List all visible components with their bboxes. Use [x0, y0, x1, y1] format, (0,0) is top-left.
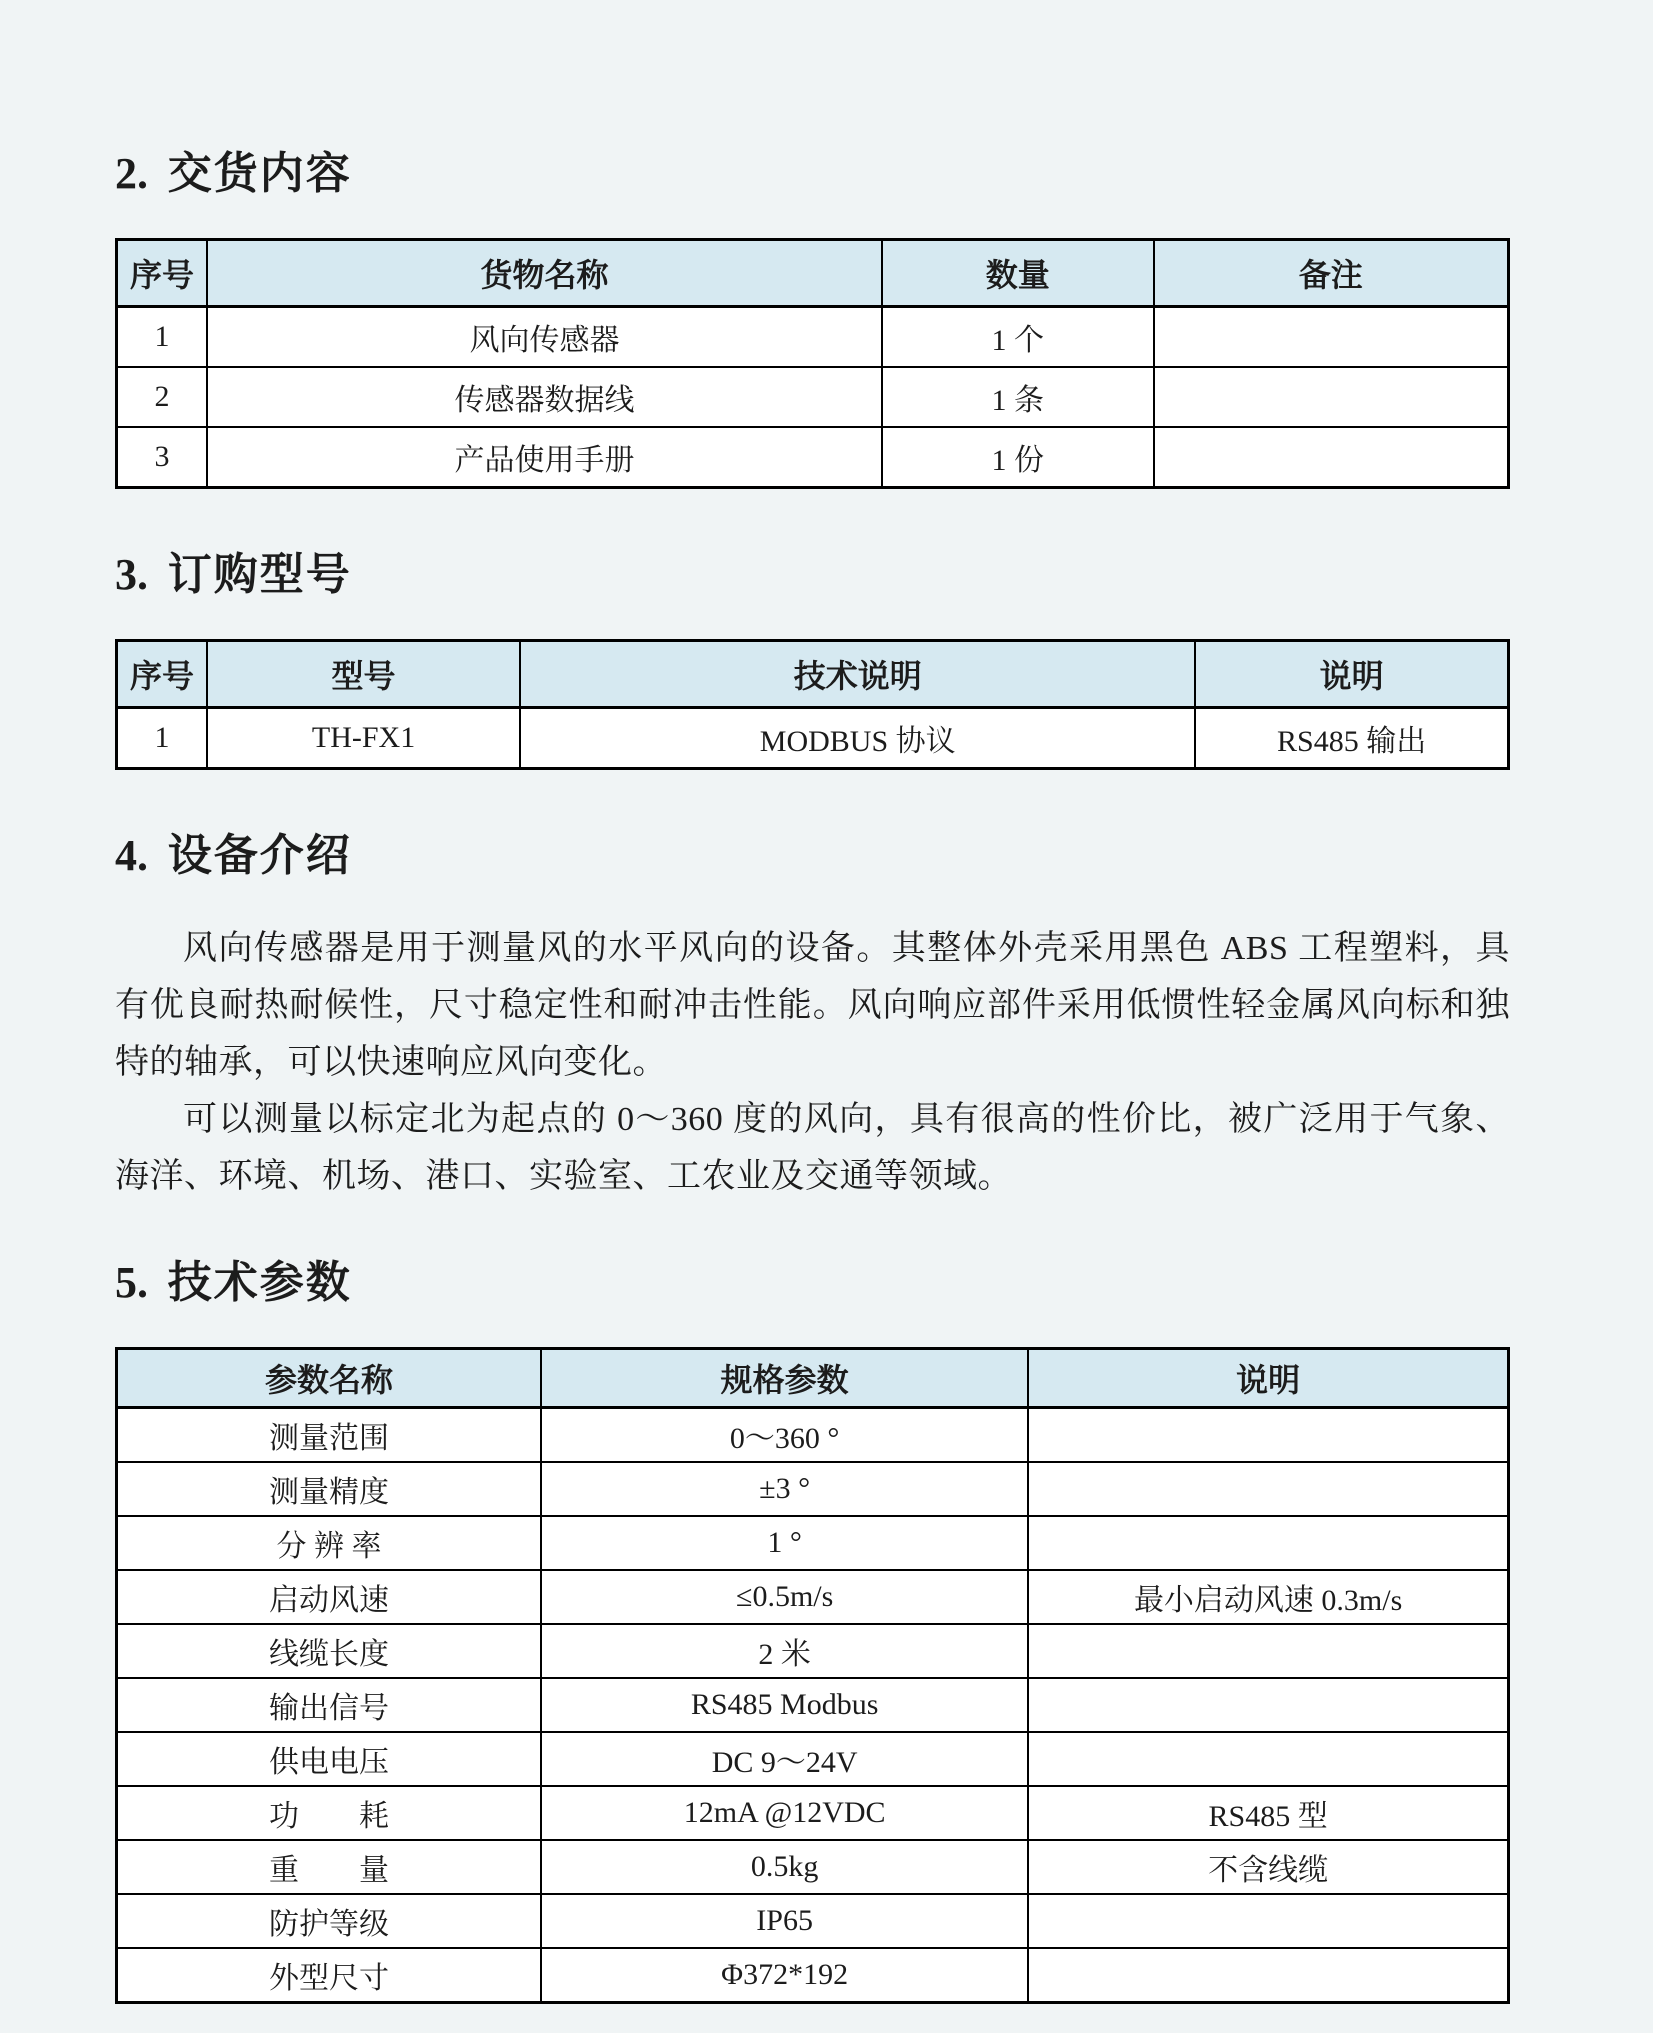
- table-row: [117, 1840, 1509, 1894]
- table-header-cell: 序号: [117, 641, 207, 708]
- table-row: [117, 1408, 1509, 1463]
- table-cell: 2: [117, 367, 207, 427]
- table-cell: [1028, 1408, 1508, 1463]
- table-header-row: [117, 1349, 1509, 1408]
- ordering-table: [115, 639, 1510, 770]
- table-row: [117, 1948, 1509, 2003]
- table-cell: [1154, 427, 1509, 488]
- table-cell: 线缆长度: [117, 1624, 542, 1678]
- table-cell: RS485 型: [1028, 1786, 1508, 1840]
- table-cell: [1028, 1948, 1508, 2003]
- section-title: 技术参数: [167, 1258, 352, 1307]
- section-number: 5.: [115, 1258, 148, 1307]
- table-cell: 1 份: [882, 427, 1153, 488]
- section-title: 设备介绍: [167, 831, 352, 880]
- table-row: [117, 1678, 1509, 1732]
- intro-paragraph-1: 风向传感器是用于测量风的水平风向的设备。其整体外壳采用黑色 ABS 工程塑料，具有优良耐热耐候性，尺寸稳定性和耐冲击性能。风向响应部件采用低惯性轻金属风向标和独特的轴承，可以快速响应风向变化。: [115, 930, 1510, 1081]
- section-heading-ordering: [115, 549, 1510, 601]
- table-cell: RS485 输出: [1195, 708, 1508, 769]
- table-header-cell: 数量: [882, 240, 1153, 307]
- table-cell: 0.5kg: [541, 1840, 1028, 1894]
- intro-paragraph-2: 可以测量以标定北为起点的 0～360 度的风向，具有很高的性价比，被广泛用于气象、海洋、环境、机场、港口、实验室、工农业及交通等领域。: [115, 1101, 1510, 1195]
- table-cell: 重 量: [117, 1840, 542, 1894]
- section-title: 订购型号: [167, 550, 352, 599]
- section-heading-delivery: [115, 148, 1510, 200]
- table-row: [117, 1516, 1509, 1570]
- table-row: [117, 1732, 1509, 1786]
- table-cell: ≤0.5m/s: [541, 1570, 1028, 1624]
- section-number: 2.: [115, 149, 148, 198]
- table-cell: 供电电压: [117, 1732, 542, 1786]
- table-cell: 1 °: [541, 1516, 1028, 1570]
- table-cell: 防护等级: [117, 1894, 542, 1948]
- table-cell: 风向传感器: [207, 307, 882, 368]
- table-row: [117, 427, 1509, 488]
- table-cell: MODBUS 协议: [520, 708, 1195, 769]
- table-cell: IP65: [541, 1894, 1028, 1948]
- table-cell: 输出信号: [117, 1678, 542, 1732]
- device-introduction: [115, 920, 1510, 1205]
- table-cell: 产品使用手册: [207, 427, 882, 488]
- table-cell: 1 个: [882, 307, 1153, 368]
- table-header-cell: 说明: [1195, 641, 1508, 708]
- section-heading-intro: [115, 830, 1510, 882]
- table-header-cell: 型号: [207, 641, 520, 708]
- table-cell: [1028, 1624, 1508, 1678]
- table-cell: 传感器数据线: [207, 367, 882, 427]
- table-row: [117, 1462, 1509, 1516]
- table-cell: 启动风速: [117, 1570, 542, 1624]
- section-number: 3.: [115, 550, 148, 599]
- table-cell: Φ372*192: [541, 1948, 1028, 2003]
- table-cell: 1 条: [882, 367, 1153, 427]
- table-row: [117, 708, 1509, 769]
- table-header-row: [117, 240, 1509, 307]
- table-cell: ±3 °: [541, 1462, 1028, 1516]
- table-row: [117, 1570, 1509, 1624]
- table-row: [117, 307, 1509, 368]
- table-row: [117, 1894, 1509, 1948]
- table-header-cell: 备注: [1154, 240, 1509, 307]
- table-cell: 最小启动风速 0.3m/s: [1028, 1570, 1508, 1624]
- table-cell: 分 辨 率: [117, 1516, 542, 1570]
- table-cell: RS485 Modbus: [541, 1678, 1028, 1732]
- table-cell: DC 9～24V: [541, 1732, 1028, 1786]
- table-cell: 测量范围: [117, 1408, 542, 1463]
- table-cell: 1: [117, 307, 207, 368]
- table-header-row: [117, 641, 1509, 708]
- table-cell: 0～360 °: [541, 1408, 1028, 1463]
- table-cell: 3: [117, 427, 207, 488]
- table-header-cell: 说明: [1028, 1349, 1508, 1408]
- table-header-cell: 货物名称: [207, 240, 882, 307]
- table-header-cell: 参数名称: [117, 1349, 542, 1408]
- table-cell: [1028, 1678, 1508, 1732]
- table-row: [117, 1624, 1509, 1678]
- section-heading-specs: [115, 1257, 1510, 1309]
- specs-table: [115, 1347, 1510, 2004]
- table-cell: 测量精度: [117, 1462, 542, 1516]
- table-cell: 2 米: [541, 1624, 1028, 1678]
- table-cell: 12mA @12VDC: [541, 1786, 1028, 1840]
- section-number: 4.: [115, 831, 148, 880]
- table-cell: [1028, 1894, 1508, 1948]
- table-cell: [1028, 1462, 1508, 1516]
- table-header-cell: 规格参数: [541, 1349, 1028, 1408]
- section-title: 交货内容: [167, 149, 352, 198]
- table-cell: [1154, 367, 1509, 427]
- table-row: [117, 367, 1509, 427]
- table-row: [117, 1786, 1509, 1840]
- table-cell: [1028, 1516, 1508, 1570]
- table-cell: 外型尺寸: [117, 1948, 542, 2003]
- table-cell: 功 耗: [117, 1786, 542, 1840]
- table-cell: [1154, 307, 1509, 368]
- delivery-table: [115, 238, 1510, 489]
- table-header-cell: 技术说明: [520, 641, 1195, 708]
- table-cell: 不含线缆: [1028, 1840, 1508, 1894]
- table-cell: TH-FX1: [207, 708, 520, 769]
- table-cell: [1028, 1732, 1508, 1786]
- table-cell: 1: [117, 708, 207, 769]
- table-header-cell: 序号: [117, 240, 207, 307]
